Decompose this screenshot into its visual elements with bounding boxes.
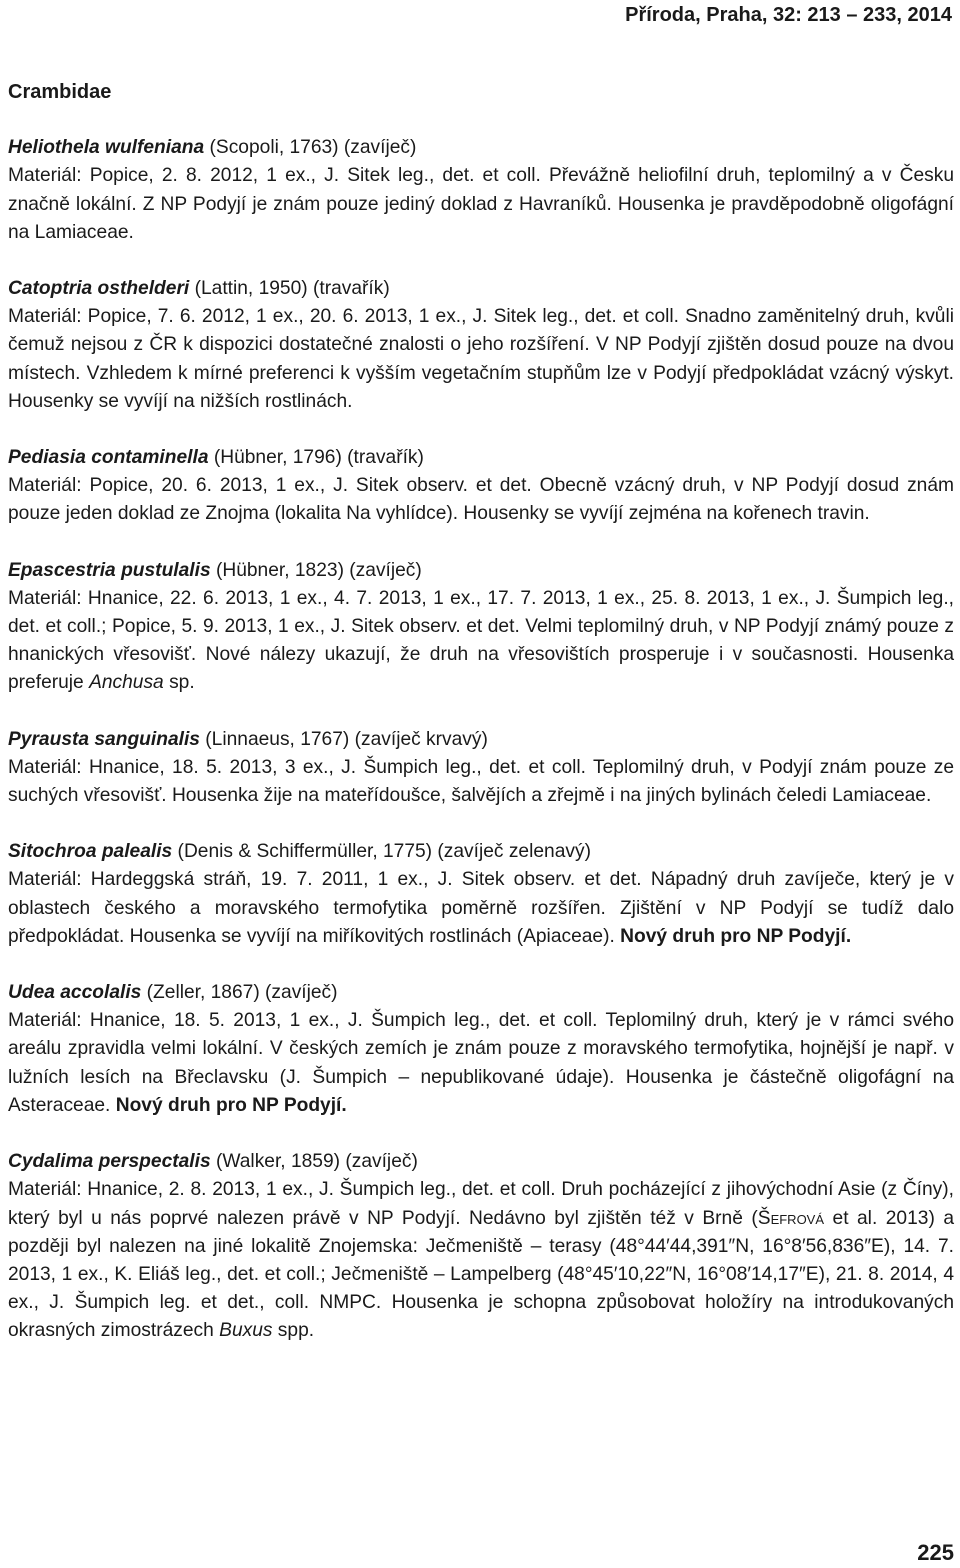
species-entry bbox=[8, 726, 954, 811]
species-name: Sitochroa palealis bbox=[8, 841, 173, 863]
species-text-body: Materiál: Popice, 7. 6. 2012, 1 ex., 20. 6. 2013, 1 ex., J. Sitek leg., det. et coll. Snadno zaměnitelný druh, kvůli čemuž nejsou z ČR k dispozici dostatečné znalosti o jeho rozšíření. V NP Podyjí zjištěn dosud pouze na dvou místech. Vzhledem k mírné preferenci k vyšším vegetačním stupňům lze v Podyjí předpokládat vzácný výskyt. Housenky se vyvíjí na nižších rostlinách. bbox=[8, 306, 954, 412]
species-text-middle: et al. 2013) a později byl nalezen na jiné lokalitě Znojemska: Ječmeniště – terasy (48°44′44,391″N, 16°8′56,836″E), 14. 7. 2013, 1 ex., K. Eliáš leg., det. et coll.; Ječmeniště – Lampelberg (48°45′10,22″N, 16°08′14,17″E), 21. 8. 2014, 4 ex., J. Šumpich leg. et det., coll. NMPC. Housenka je schopna způsobovat holožíry na introdukovaných okrasných zimostrázech bbox=[8, 1207, 954, 1342]
species-text bbox=[8, 303, 954, 416]
species-entry bbox=[8, 444, 954, 529]
species-author: (Denis & Schiffermüller, 1775) (zavíječ zelenavý) bbox=[172, 841, 591, 863]
species-name: Pediasia contaminella bbox=[8, 447, 209, 469]
species-text-body: Materiál: Hnanice, 18. 5. 2013, 1 ex., J. Šumpich leg., det. et coll. Teplomilný druh, který je v rámci svého areálu zpravidla velmi lokální. V českých zemích je znám pouze z moravského termofytika, hojnější je např. v lužních lesích na Břeclavsku (J. Šumpich – nepublikované údaje). Housenka je částečně oligofágní na Asteraceae. bbox=[8, 1010, 954, 1116]
species-text-end: spp. bbox=[272, 1320, 315, 1342]
species-author: (Zeller, 1867) (zavíječ) bbox=[141, 982, 338, 1004]
species-name: Udea accolalis bbox=[8, 982, 142, 1004]
family-heading: Crambidae bbox=[8, 81, 112, 103]
species-text bbox=[8, 1007, 954, 1120]
species-heading bbox=[8, 557, 954, 585]
species-name: Heliothela wulfeniana bbox=[8, 137, 205, 159]
species-heading bbox=[8, 726, 954, 754]
new-record-note: Nový druh pro NP Podyjí. bbox=[620, 925, 852, 947]
species-text bbox=[8, 472, 954, 528]
species-text-body: Materiál: Hardeggská stráň, 19. 7. 2011, 1 ex., J. Sitek observ. et det. Nápadný druh zavíječe, který je v oblastech českého a moravského termofytika poměrně rozšířen. Zjištění v NP Podyjí se tudíž dalo předpokládat. Housenka se vyvíjí na miříkovitých rostlinách (Apiaceae). bbox=[8, 869, 954, 947]
species-heading bbox=[8, 838, 954, 866]
species-text bbox=[8, 585, 954, 698]
species-name: Epascestria pustulalis bbox=[8, 559, 211, 581]
species-author: (Lattin, 1950) (travařík) bbox=[189, 278, 390, 300]
species-name: Pyrausta sanguinalis bbox=[8, 728, 200, 750]
species-text bbox=[8, 866, 954, 951]
species-author: (Hübner, 1796) (travařík) bbox=[208, 447, 424, 469]
species-heading bbox=[8, 275, 954, 303]
new-record-note: Nový druh pro NP Podyjí. bbox=[115, 1094, 347, 1116]
species-text-body: Materiál: Hnanice, 18. 5. 2013, 3 ex., J. Šumpich leg., det. et coll. Teplomilný druh, v Podyjí znám pouze ze suchých vřesovišť. Housenka žije na mateřídoušce, šalvějích a zřejmě i na jiných bylinách čeledi Lamiaceae. bbox=[8, 756, 954, 807]
page-number: 225 bbox=[917, 1540, 954, 1565]
species-entry bbox=[8, 838, 954, 951]
page-content bbox=[8, 78, 954, 1374]
species-entry bbox=[8, 979, 954, 1120]
cited-author: Šefrová bbox=[757, 1207, 825, 1229]
species-text bbox=[8, 162, 954, 247]
species-author: (Walker, 1859) (zavíječ) bbox=[210, 1151, 418, 1173]
species-text-body: Materiál: Hnanice, 22. 6. 2013, 1 ex., 4. 7. 2013, 1 ex., 17. 7. 2013, 1 ex., 25. 8. 2013, 1 ex., J. Šumpich leg., det. et coll.; Popice, 5. 9. 2013, 1 ex., J. Sitek observ. et det. Velmi teplomilný druh, v NP Podyjí známý pouze z hnanických vřesovišť. Nové nálezy ukazují, že druh na vřesovištích prosperuje i v současnosti. Housenka preferuje bbox=[8, 587, 954, 694]
species-entry bbox=[8, 275, 954, 416]
species-text-body: Materiál: Popice, 20. 6. 2013, 1 ex., J. Sitek observ. et det. Obecně vzácný druh, v NP Podyjí dosud znám pouze jeden doklad ze Znojma (lokalita Na vyhlídce). Housenky se vyvíjí zejména na kořenech travin. bbox=[8, 475, 954, 525]
species-heading bbox=[8, 444, 954, 472]
species-text bbox=[8, 1176, 954, 1345]
species-text-body: Materiál: Popice, 2. 8. 2012, 1 ex., J. Sitek leg., det. et coll. Převážně heliofilní druh, teplomilný a v Česku značně lokální. Z NP Podyjí je znám pouze jediný doklad z Havraníků. Housenka je pravděpodobně oligofágní na Lamiaceae. bbox=[8, 165, 954, 243]
species-text bbox=[8, 754, 954, 810]
species-heading bbox=[8, 1148, 954, 1176]
species-text-end: sp. bbox=[163, 672, 195, 694]
species-entry bbox=[8, 134, 954, 247]
species-text-body: Materiál: Hnanice, 2. 8. 2013, 1 ex., J. Šumpich leg., det. et coll. Druh pocházející z jihovýchodní Asie (z Číny), který byl u nás poprvé nalezen právě v NP Podyjí. Nedávno byl zjištěn též v Brně ( bbox=[8, 1179, 954, 1229]
species-author: (Scopoli, 1763) (zavíječ) bbox=[204, 137, 417, 159]
genus-italic: Anchusa bbox=[89, 672, 164, 694]
species-entry bbox=[8, 557, 954, 698]
running-head: Příroda, Praha, 32: 213 – 233, 2014 bbox=[625, 4, 952, 26]
species-heading bbox=[8, 134, 954, 162]
species-name: Cydalima perspectalis bbox=[8, 1151, 211, 1173]
species-heading bbox=[8, 979, 954, 1007]
species-name: Catoptria osthelderi bbox=[8, 278, 190, 300]
species-author: (Hübner, 1823) (zavíječ) bbox=[210, 559, 422, 581]
species-author: (Linnaeus, 1767) (zavíječ krvavý) bbox=[199, 728, 488, 750]
genus-italic: Buxus bbox=[219, 1320, 273, 1342]
species-entry bbox=[8, 1148, 954, 1345]
